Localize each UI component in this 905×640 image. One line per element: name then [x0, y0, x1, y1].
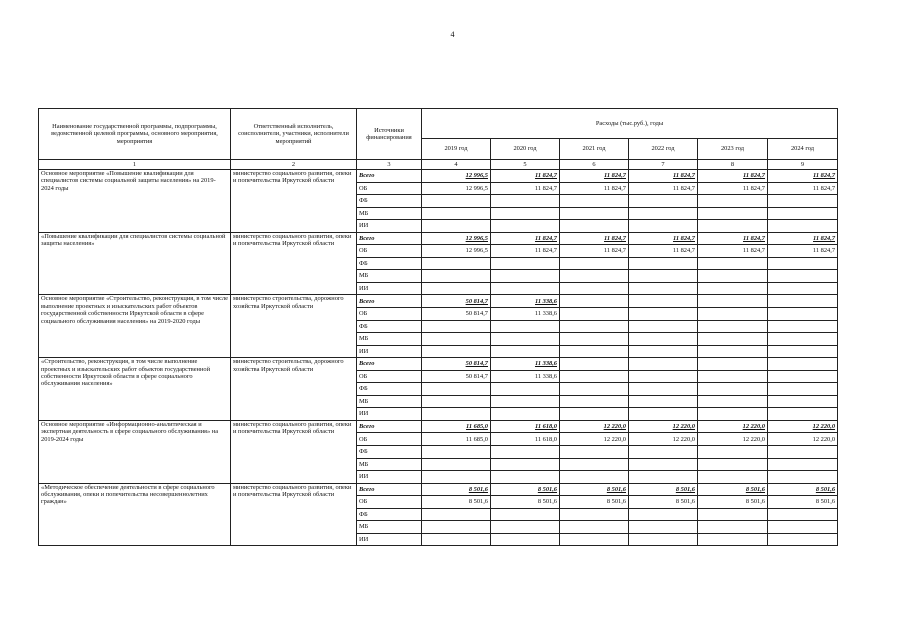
- funding-source: Всего: [357, 295, 422, 308]
- funding-source: ОБ: [357, 496, 422, 509]
- expense-value: 11 824,7: [768, 182, 838, 195]
- column-number: 3: [357, 160, 422, 170]
- expense-value: [698, 458, 768, 471]
- expense-value: [422, 533, 491, 546]
- funding-source: ОБ: [357, 182, 422, 195]
- expense-value: [629, 533, 698, 546]
- expense-value: [491, 270, 560, 283]
- expense-value: [768, 395, 838, 408]
- expense-value: [491, 257, 560, 270]
- expense-value: [491, 320, 560, 333]
- expense-value: [629, 395, 698, 408]
- expense-value: [422, 270, 491, 283]
- expense-value: [422, 257, 491, 270]
- expense-value: 8 501,6: [422, 483, 491, 496]
- expense-value: 8 501,6: [698, 496, 768, 509]
- expense-value: 12 220,0: [698, 420, 768, 433]
- expense-value: [560, 446, 629, 459]
- funding-source: МБ: [357, 333, 422, 346]
- funding-source: ИИ: [357, 345, 422, 358]
- expense-value: [560, 533, 629, 546]
- activity-name: «Методическое обеспечение деятельности в сфере социального обслуживания, опеки и попечительства несовершеннолетних граждан»: [39, 483, 231, 546]
- expense-value: [629, 521, 698, 534]
- expense-value: [491, 395, 560, 408]
- expense-value: 12 996,5: [422, 245, 491, 258]
- expense-value: [560, 333, 629, 346]
- funding-source: МБ: [357, 207, 422, 220]
- expense-value: [560, 370, 629, 383]
- expense-value: [629, 308, 698, 321]
- expense-value: 11 618,0: [491, 433, 560, 446]
- expense-value: [560, 195, 629, 208]
- header-source: Источники финансирования: [357, 109, 422, 160]
- column-number: 2: [231, 160, 357, 170]
- expense-value: [422, 195, 491, 208]
- funding-source: ОБ: [357, 245, 422, 258]
- expense-value: [560, 295, 629, 308]
- header-year: 2021 год: [560, 139, 629, 160]
- funding-source: ИИ: [357, 220, 422, 233]
- expense-value: [560, 320, 629, 333]
- column-numbers-row: [39, 160, 838, 170]
- expense-value: [629, 370, 698, 383]
- expense-value: [629, 408, 698, 421]
- expense-value: [629, 257, 698, 270]
- expense-value: 11 338,6: [491, 370, 560, 383]
- expense-value: 8 501,6: [768, 483, 838, 496]
- expense-value: [560, 408, 629, 421]
- expense-value: [768, 446, 838, 459]
- header-year: 2023 год: [698, 139, 768, 160]
- expense-value: [491, 471, 560, 484]
- column-number: 5: [491, 160, 560, 170]
- expense-value: [629, 220, 698, 233]
- expense-value: [768, 295, 838, 308]
- expense-value: [422, 345, 491, 358]
- expense-value: [491, 383, 560, 396]
- column-number: 1: [39, 160, 231, 170]
- expense-value: [768, 333, 838, 346]
- funding-source: МБ: [357, 458, 422, 471]
- expense-value: [422, 521, 491, 534]
- header-executor: Ответственный исполнитель, соисполнители, участники, исполнители мероприятий: [231, 109, 357, 160]
- expense-value: [629, 195, 698, 208]
- expense-value: [629, 333, 698, 346]
- expense-value: [560, 308, 629, 321]
- expense-value: [698, 533, 768, 546]
- expense-value: [698, 370, 768, 383]
- expense-value: 12 996,5: [422, 232, 491, 245]
- header-name: Наименование государственной программы, подпрограммы, ведомственной целевой программы, основного мероприятия, мероприятия: [39, 109, 231, 160]
- expense-value: 11 824,7: [698, 182, 768, 195]
- funding-source: ОБ: [357, 433, 422, 446]
- expense-value: 11 824,7: [698, 245, 768, 258]
- expense-value: [629, 282, 698, 295]
- expense-value: 8 501,6: [629, 483, 698, 496]
- expense-value: 11 824,7: [560, 182, 629, 195]
- activity-name: Основное мероприятие «Повышение квалификации для специалистов системы социальной защиты населения» на 2019-2024 годы: [39, 170, 231, 233]
- expense-value: [768, 320, 838, 333]
- funding-source: МБ: [357, 270, 422, 283]
- column-number: 9: [768, 160, 838, 170]
- expense-value: 11 824,7: [560, 245, 629, 258]
- expense-value: [698, 471, 768, 484]
- expense-value: 11 685,0: [422, 433, 491, 446]
- funding-source: МБ: [357, 521, 422, 534]
- funding-source: МБ: [357, 395, 422, 408]
- expense-value: 11 824,7: [698, 232, 768, 245]
- expense-value: 11 824,7: [560, 232, 629, 245]
- expense-value: [491, 207, 560, 220]
- expense-value: [560, 383, 629, 396]
- expense-value: [422, 333, 491, 346]
- expense-value: 50 814,7: [422, 295, 491, 308]
- expense-value: [422, 408, 491, 421]
- expense-value: [422, 282, 491, 295]
- expense-value: [629, 270, 698, 283]
- expense-value: 11 824,7: [491, 182, 560, 195]
- expense-value: 50 814,7: [422, 370, 491, 383]
- responsible-executor: министерство социального развития, опеки и попечительства Иркутской области: [231, 420, 357, 483]
- responsible-executor: министерство социального развития, опеки и попечительства Иркутской области: [231, 170, 357, 233]
- expense-value: [629, 358, 698, 371]
- expense-value: 11 824,7: [491, 232, 560, 245]
- expense-value: [698, 333, 768, 346]
- expense-value: [698, 446, 768, 459]
- expense-value: [422, 395, 491, 408]
- funding-source: ФБ: [357, 446, 422, 459]
- funding-source: ФБ: [357, 195, 422, 208]
- expense-value: 11 618,0: [491, 420, 560, 433]
- expense-value: [629, 383, 698, 396]
- expense-value: [560, 270, 629, 283]
- expense-value: [491, 446, 560, 459]
- expense-value: [698, 295, 768, 308]
- expense-value: [698, 282, 768, 295]
- expense-value: [629, 345, 698, 358]
- expense-value: 8 501,6: [560, 496, 629, 509]
- expense-value: 8 501,6: [491, 496, 560, 509]
- expense-value: [491, 220, 560, 233]
- expense-value: 11 824,7: [768, 232, 838, 245]
- responsible-executor: министерство строительства, дорожного хозяйства Иркутской области: [231, 358, 357, 421]
- activity-name: «Повышение квалификации для специалистов системы социальной защиты населения»: [39, 232, 231, 295]
- expense-value: [629, 508, 698, 521]
- expense-value: [629, 471, 698, 484]
- expense-value: [560, 345, 629, 358]
- expense-value: [698, 207, 768, 220]
- header-year: 2024 год: [768, 139, 838, 160]
- expense-value: 8 501,6: [422, 496, 491, 509]
- expense-value: [698, 320, 768, 333]
- expense-value: 11 824,7: [629, 245, 698, 258]
- expense-value: [560, 282, 629, 295]
- funding-source: ФБ: [357, 320, 422, 333]
- expense-value: [629, 320, 698, 333]
- expense-value: 11 338,6: [491, 295, 560, 308]
- header-year: 2020 год: [491, 139, 560, 160]
- column-number: 8: [698, 160, 768, 170]
- expense-value: 11 338,6: [491, 358, 560, 371]
- expense-value: [698, 345, 768, 358]
- expense-value: [768, 383, 838, 396]
- expense-value: [491, 282, 560, 295]
- expense-value: [422, 383, 491, 396]
- expense-value: 12 220,0: [560, 433, 629, 446]
- column-number: 4: [422, 160, 491, 170]
- expense-value: 11 824,7: [698, 170, 768, 183]
- expense-value: [491, 521, 560, 534]
- expense-value: [768, 508, 838, 521]
- expense-value: 11 824,7: [629, 170, 698, 183]
- expense-value: [560, 207, 629, 220]
- expense-value: [768, 533, 838, 546]
- responsible-executor: министерство социального развития, опеки и попечительства Иркутской области: [231, 483, 357, 546]
- expense-value: [560, 257, 629, 270]
- expense-value: 11 824,7: [768, 245, 838, 258]
- funding-source: ФБ: [357, 508, 422, 521]
- expense-value: [629, 458, 698, 471]
- expense-value: 12 996,5: [422, 170, 491, 183]
- expense-value: 11 338,6: [491, 308, 560, 321]
- page-number: 4: [450, 30, 455, 39]
- expense-value: [629, 207, 698, 220]
- expense-value: [422, 320, 491, 333]
- expense-value: 11 824,7: [629, 232, 698, 245]
- expense-value: 11 824,7: [629, 182, 698, 195]
- expense-value: [629, 446, 698, 459]
- expense-value: [422, 471, 491, 484]
- expense-value: 8 501,6: [629, 496, 698, 509]
- expense-value: [491, 533, 560, 546]
- header-year: 2022 год: [629, 139, 698, 160]
- expense-value: [768, 270, 838, 283]
- table-row: [39, 170, 838, 183]
- expense-value: [768, 458, 838, 471]
- expense-value: [560, 358, 629, 371]
- expense-value: [698, 195, 768, 208]
- responsible-executor: министерство социального развития, опеки и попечительства Иркутской области: [231, 232, 357, 295]
- expense-value: [768, 471, 838, 484]
- expense-value: 8 501,6: [560, 483, 629, 496]
- expense-value: [560, 508, 629, 521]
- header-year: 2019 год: [422, 139, 491, 160]
- table-row: [39, 483, 838, 496]
- expense-value: [698, 358, 768, 371]
- expense-value: [698, 395, 768, 408]
- expense-value: [768, 207, 838, 220]
- expense-value: [422, 220, 491, 233]
- expense-value: 12 220,0: [768, 420, 838, 433]
- expense-value: [768, 345, 838, 358]
- activity-name: «Строительство, реконструкция, в том числе выполнение проектных и изыскательских работ объектов государственной собственности Иркутской области в сфере социального обслуживания населения»: [39, 358, 231, 421]
- table-row: [39, 420, 838, 433]
- funding-source: Всего: [357, 232, 422, 245]
- expense-value: 8 501,6: [491, 483, 560, 496]
- funding-source: ОБ: [357, 370, 422, 383]
- table-row: [39, 232, 838, 245]
- funding-source: ФБ: [357, 257, 422, 270]
- funding-source: ИИ: [357, 471, 422, 484]
- expense-value: [560, 471, 629, 484]
- expense-value: [698, 308, 768, 321]
- expense-value: [491, 408, 560, 421]
- expense-value: 12 220,0: [629, 433, 698, 446]
- table-row: [39, 295, 838, 308]
- expense-value: [768, 282, 838, 295]
- expense-value: [768, 195, 838, 208]
- responsible-executor: министерство строительства, дорожного хозяйства Иркутской области: [231, 295, 357, 358]
- expense-value: [768, 257, 838, 270]
- expense-value: 12 220,0: [698, 433, 768, 446]
- activity-name: Основное мероприятие «Строительство, реконструкция, в том числе выполнение проектных и изыскательских работ объектов государственной собственности Иркутской области в сфере социального обслуживания населения» на 2019-2020 годы: [39, 295, 231, 358]
- funding-source: Всего: [357, 358, 422, 371]
- expense-value: [422, 446, 491, 459]
- expense-value: 12 220,0: [768, 433, 838, 446]
- budget-table: [38, 108, 838, 546]
- expense-value: [560, 458, 629, 471]
- expense-value: 11 824,7: [768, 170, 838, 183]
- funding-source: ФБ: [357, 383, 422, 396]
- expense-value: 11 685,0: [422, 420, 491, 433]
- expense-value: 12 220,0: [629, 420, 698, 433]
- expense-value: 11 824,7: [560, 170, 629, 183]
- expense-value: 12 220,0: [560, 420, 629, 433]
- expense-value: [422, 508, 491, 521]
- expense-value: 11 824,7: [491, 245, 560, 258]
- funding-source: Всего: [357, 170, 422, 183]
- expense-value: [768, 408, 838, 421]
- expense-value: 12 996,5: [422, 182, 491, 195]
- expense-value: [491, 345, 560, 358]
- funding-source: Всего: [357, 420, 422, 433]
- expense-value: [560, 220, 629, 233]
- expense-value: [491, 458, 560, 471]
- column-number: 6: [560, 160, 629, 170]
- expense-value: 50 814,7: [422, 358, 491, 371]
- expense-value: [698, 383, 768, 396]
- expense-value: [698, 521, 768, 534]
- expense-value: [491, 508, 560, 521]
- expense-value: [491, 333, 560, 346]
- expense-value: [422, 207, 491, 220]
- expense-value: [491, 195, 560, 208]
- expense-value: [698, 257, 768, 270]
- expense-value: 11 824,7: [491, 170, 560, 183]
- expense-value: [629, 295, 698, 308]
- expense-value: [698, 408, 768, 421]
- expense-value: [560, 521, 629, 534]
- expense-value: [768, 370, 838, 383]
- activity-name: Основное мероприятие «Информационно-аналитическая и экспертная деятельность в сфере социального обслуживания» на 2019-2024 годы: [39, 420, 231, 483]
- expense-value: [422, 458, 491, 471]
- expense-value: [768, 308, 838, 321]
- funding-source: Всего: [357, 483, 422, 496]
- expense-value: 8 501,6: [768, 496, 838, 509]
- expense-value: 8 501,6: [698, 483, 768, 496]
- expense-value: [698, 220, 768, 233]
- funding-source: ОБ: [357, 308, 422, 321]
- table-body: [39, 170, 838, 546]
- funding-source: ИИ: [357, 282, 422, 295]
- expense-value: [768, 358, 838, 371]
- expense-value: 50 814,7: [422, 308, 491, 321]
- table-row: [39, 358, 838, 371]
- column-number: 7: [629, 160, 698, 170]
- expense-value: [698, 508, 768, 521]
- expense-value: [768, 220, 838, 233]
- expense-value: [768, 521, 838, 534]
- funding-source: ИИ: [357, 408, 422, 421]
- expense-value: [560, 395, 629, 408]
- funding-source: ИИ: [357, 533, 422, 546]
- expense-value: [698, 270, 768, 283]
- header-expenses: Расходы (тыс.руб.), годы: [422, 109, 838, 139]
